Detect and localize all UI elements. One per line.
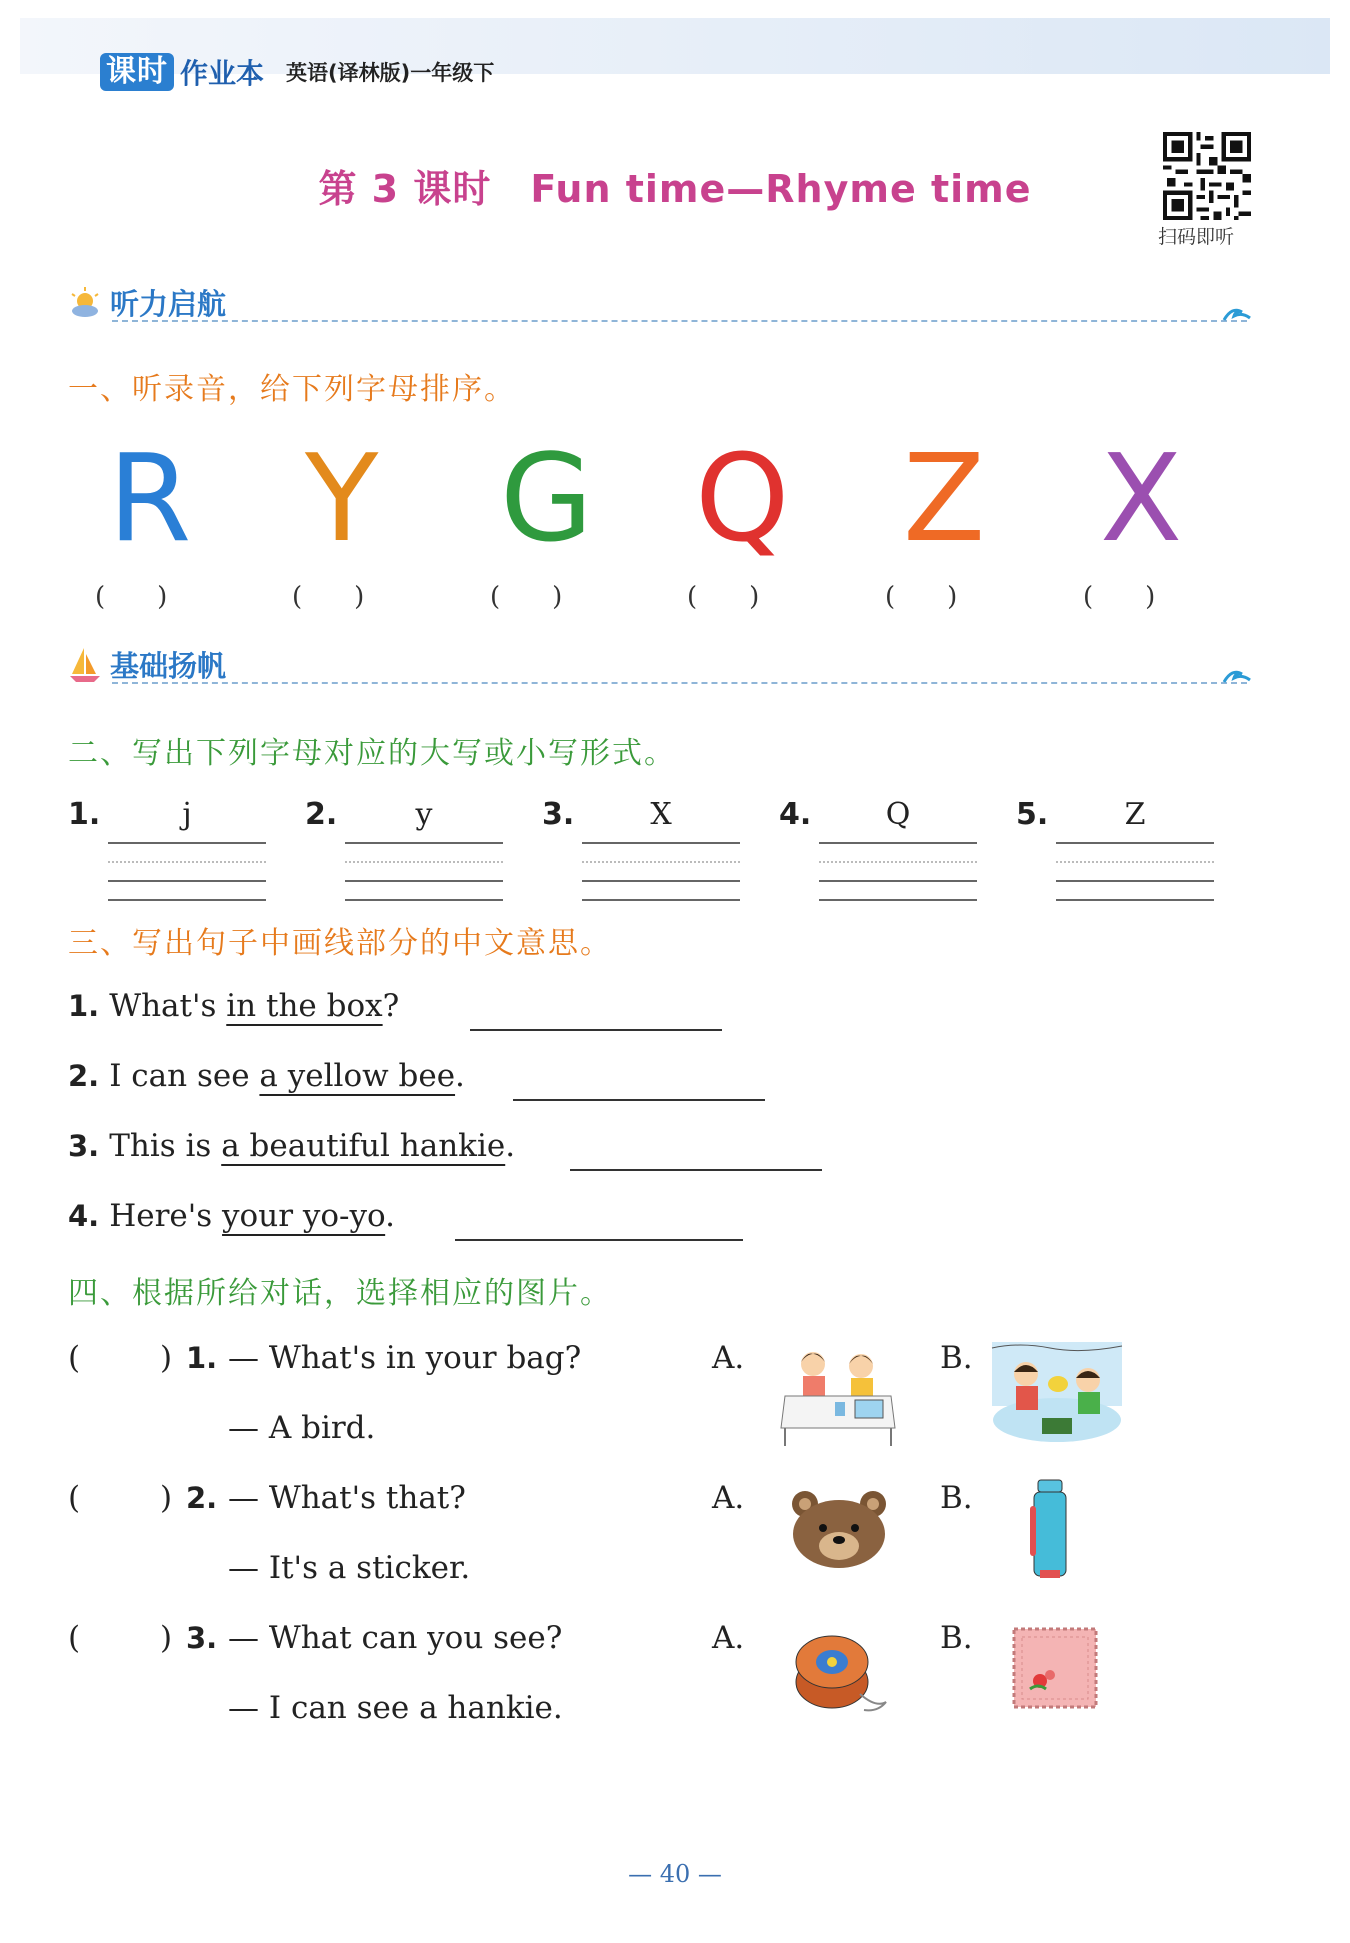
dialogue-answer: — I can see a hankie. xyxy=(228,1690,563,1726)
q3-item-number: 4. xyxy=(68,1199,100,1233)
q3-sentence xyxy=(68,1058,465,1094)
sentence-text: Here's xyxy=(109,1198,223,1234)
sentence-text: . xyxy=(455,1058,465,1094)
q2-given-letter: X xyxy=(650,797,672,832)
writing-lines[interactable] xyxy=(108,842,266,902)
dialogue-answer: — A bird. xyxy=(228,1410,376,1446)
q2-heading: 二、写出下列字母对应的大写或小写形式。 xyxy=(68,736,676,771)
sentence-text: . xyxy=(505,1128,516,1164)
sentence-text: ? xyxy=(382,988,400,1024)
q4-item-number: 2. xyxy=(186,1481,218,1515)
section-divider xyxy=(112,682,1247,684)
answer-line[interactable] xyxy=(455,1239,743,1241)
q3-sentence xyxy=(68,988,399,1024)
answer-blank[interactable]: ( ) xyxy=(292,582,365,612)
qr-code-icon[interactable] xyxy=(1163,132,1251,220)
answer-paren-close: ) xyxy=(160,1620,173,1656)
brand-name: 作业本 xyxy=(180,57,265,90)
q2-given-letter: y xyxy=(415,797,433,832)
sentence-text: This is xyxy=(109,1128,222,1164)
answer-paren-open[interactable]: ( xyxy=(68,1480,81,1516)
q2-given-letter: Z xyxy=(1124,797,1146,832)
writing-lines[interactable] xyxy=(819,842,977,902)
answer-blank[interactable]: ( ) xyxy=(95,582,168,612)
answer-line[interactable] xyxy=(570,1169,822,1171)
q3-sentence xyxy=(68,1198,395,1234)
underlined-phrase: your yo-yo xyxy=(222,1198,386,1234)
answer-blank[interactable]: ( ) xyxy=(687,582,760,612)
writing-lines[interactable] xyxy=(345,842,503,902)
q4-heading: 四、根据所给对话，选择相应的图片。 xyxy=(68,1276,612,1311)
letter-q: Q xyxy=(695,430,790,569)
q4-item-number: 1. xyxy=(186,1341,218,1375)
answer-blank[interactable]: ( ) xyxy=(885,582,958,612)
dialogue-question: — What's in your bag? xyxy=(228,1340,582,1376)
sentence-text: What's xyxy=(109,988,227,1024)
bear-sticker-picture[interactable] xyxy=(787,1488,891,1572)
letter-x: X xyxy=(1100,430,1183,569)
answer-line[interactable] xyxy=(513,1099,765,1101)
option-b-label: B. xyxy=(940,1340,973,1376)
sentence-text: . xyxy=(385,1198,396,1234)
option-a-label: A. xyxy=(712,1620,745,1656)
q3-heading: 三、写出句子中画线部分的中文意思。 xyxy=(68,926,612,961)
section-basics xyxy=(68,644,226,685)
section-listening-label: 听力启航 xyxy=(110,287,227,321)
brand-logo: 课时 xyxy=(100,53,174,91)
wave-icon xyxy=(1222,304,1252,324)
dialogue-answer: — It's a sticker. xyxy=(228,1550,471,1586)
q3-sentence xyxy=(68,1128,515,1164)
answer-line[interactable] xyxy=(470,1029,722,1031)
q2-item-number: 3. xyxy=(542,797,575,832)
q2-item-number: 4. xyxy=(779,797,812,832)
kids-with-bird-picture[interactable] xyxy=(990,1340,1124,1446)
lesson-title: 第 3 课时 Fun time—Rhyme time xyxy=(318,167,1032,211)
letter-z: Z xyxy=(903,430,986,569)
book-subtitle: 英语(译林版)一年级下 xyxy=(286,61,495,85)
q2-given-letter: Q xyxy=(885,797,911,832)
letter-g: G xyxy=(500,430,593,569)
answer-paren-close: ) xyxy=(160,1480,173,1516)
q2-item-number: 2. xyxy=(305,797,338,832)
q3-item-number: 2. xyxy=(68,1059,100,1093)
underlined-phrase: a beautiful hankie xyxy=(221,1128,506,1164)
dialogue-question: — What's that? xyxy=(228,1480,466,1516)
hankie-picture[interactable] xyxy=(1010,1625,1100,1711)
dialogue-question: — What can you see? xyxy=(228,1620,563,1656)
q2-item-number: 1. xyxy=(68,797,101,832)
q2-given-letter: j xyxy=(182,797,192,832)
option-b-label: B. xyxy=(940,1620,973,1656)
underlined-phrase: in the box xyxy=(226,988,383,1024)
sailboat-icon xyxy=(68,646,102,684)
q3-item-number: 1. xyxy=(68,989,100,1023)
wave-icon xyxy=(1222,666,1252,686)
qr-caption: 扫码即听 xyxy=(1158,226,1235,248)
q2-item-number: 5. xyxy=(1016,797,1049,832)
writing-lines[interactable] xyxy=(1056,842,1214,902)
q4-item-number: 3. xyxy=(186,1621,218,1655)
thermos-bottle-picture[interactable] xyxy=(1028,1478,1072,1582)
q3-item-number: 3. xyxy=(68,1129,100,1163)
answer-paren-close: ) xyxy=(160,1340,173,1376)
sun-cloud-icon xyxy=(68,286,102,320)
option-a-label: A. xyxy=(712,1480,745,1516)
option-a-label: A. xyxy=(712,1340,745,1376)
answer-blank[interactable]: ( ) xyxy=(1083,582,1156,612)
option-b-label: B. xyxy=(940,1480,973,1516)
section-listening xyxy=(68,282,226,323)
brand xyxy=(100,52,494,92)
writing-lines[interactable] xyxy=(582,842,740,902)
section-divider xyxy=(112,320,1247,322)
sentence-text: I can see xyxy=(109,1058,260,1094)
two-girls-at-desk-picture[interactable] xyxy=(775,1342,901,1448)
q1-heading: 一、听录音，给下列字母排序。 xyxy=(68,372,516,407)
underlined-phrase: a yellow bee xyxy=(259,1058,456,1094)
answer-paren-open[interactable]: ( xyxy=(68,1340,81,1376)
page-number: — 40 — xyxy=(628,1860,722,1888)
answer-paren-open[interactable]: ( xyxy=(68,1620,81,1656)
letter-y: Y xyxy=(305,430,379,569)
yo-yo-picture[interactable] xyxy=(790,1628,890,1716)
letter-r: R xyxy=(108,430,192,569)
answer-blank[interactable]: ( ) xyxy=(490,582,563,612)
section-basics-label: 基础扬帆 xyxy=(110,649,227,683)
